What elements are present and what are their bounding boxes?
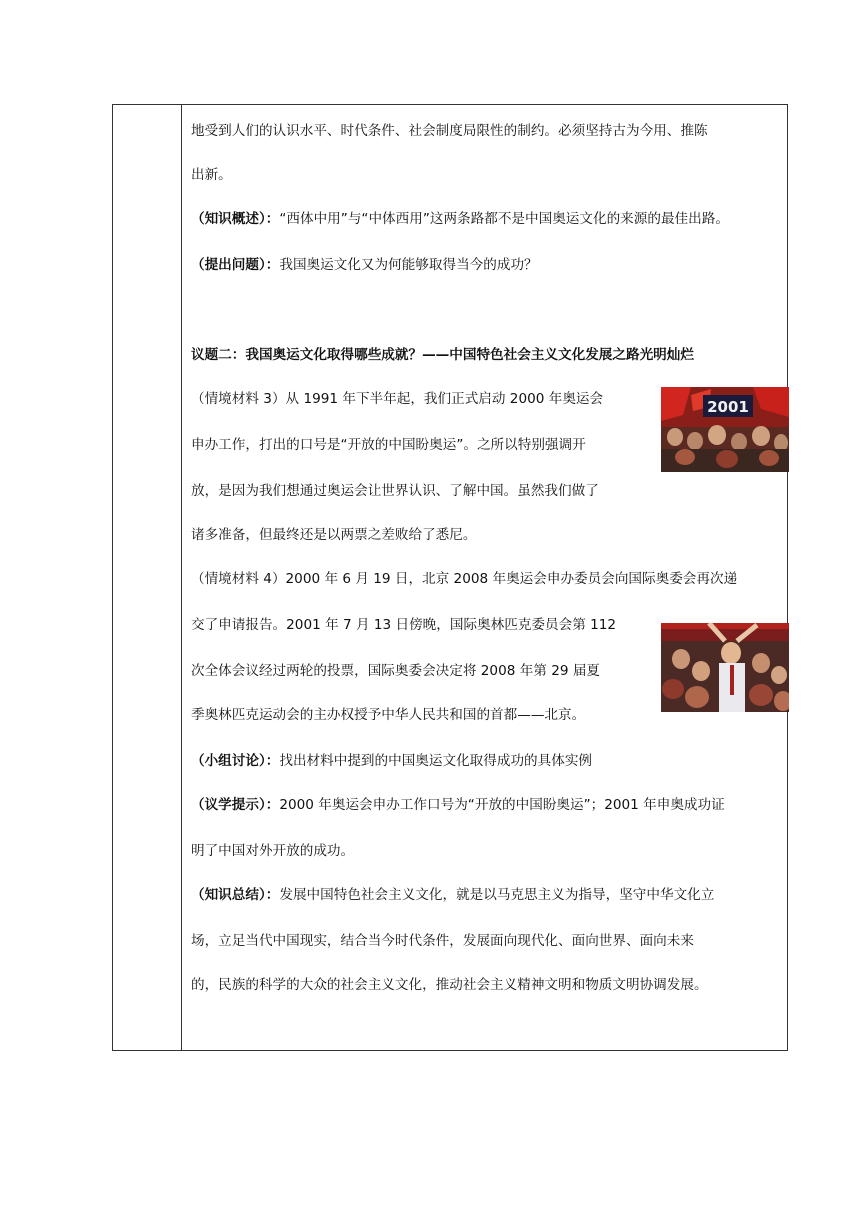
question-label: （提出问题）： — [191, 257, 280, 273]
knowledge-overview-label: （知识概述）： — [191, 211, 280, 227]
question — [191, 255, 538, 275]
bid-success-celebration-photo — [661, 623, 789, 712]
knowledge-summary-text: 发展中国特色社会主义文化，就是以马克思主义为指导，坚守中华文化立 — [279, 887, 715, 903]
material3-line: （情境材料 3）从 1991 年下半年起，我们正式启动 2000 年奥运会 — [191, 391, 604, 407]
group-discussion — [191, 751, 592, 771]
svg-text:2001: 2001 — [707, 398, 749, 416]
study-hint-label: （议学提示）： — [191, 797, 280, 813]
material3-line: 诸多准备，但最终还是以两票之差败给了悉尼。 — [191, 527, 477, 543]
material3-line: 申办工作，打出的口号是“开放的中国盼奥运”。之所以特别强调开 — [191, 437, 586, 453]
paragraph-line: 地受到人们的认识水平、时代条件、社会制度局限性的制约。必须坚持古为今用、推陈 — [191, 123, 708, 139]
knowledge-summary-line: 场，立足当代中国现实，结合当今时代条件，发展面向现代化、面向世界、面向未来 — [191, 933, 694, 949]
paragraph-line: 出新。 — [191, 167, 232, 183]
question-text: 我国奥运文化又为何能够取得当今的成功？ — [279, 257, 538, 273]
material4-line: 季奥林匹克运动会的主办权授予中华人民共和国的首都——北京。 — [191, 707, 586, 723]
olympic-bid-crowd-photo — [661, 387, 789, 472]
material4-line: （情境材料 4）2000 年 6 月 19 日，北京 2008 年奥运会申办委员会向国际奥委会再次递 — [191, 571, 738, 587]
knowledge-overview-text: “西体中用”与“中体西用”这两条路都不是中国奥运文化的来源的最佳出路。 — [279, 211, 729, 227]
knowledge-summary-label: （知识总结）： — [191, 887, 280, 903]
material4-line: 交了申请报告。2001 年 7 月 13 日傍晚，国际奥林匹克委员会第 112 — [191, 617, 617, 633]
topic2-heading: 议题二：我国奥运文化取得哪些成就？——中国特色社会主义文化发展之路光明灿烂 — [191, 347, 694, 363]
study-hint-line: 明了中国对外开放的成功。 — [191, 843, 355, 859]
study-hint — [191, 795, 725, 815]
lesson-table — [112, 104, 788, 1051]
group-discussion-label: （小组讨论）： — [191, 753, 280, 769]
material3-line: 放，是因为我们想通过奥运会让世界认识、了解中国。虽然我们做了 — [191, 483, 599, 499]
knowledge-summary-line: 的，民族的科学的大众的社会主义文化，推动社会主义精神文明和物质文明协调发展。 — [191, 977, 708, 993]
group-discussion-text: 找出材料中提到的中国奥运文化取得成功的具体实例 — [279, 753, 593, 769]
material4-line: 次全体会议经过两轮的投票，国际奥委会决定将 2008 年第 29 届夏 — [191, 663, 601, 679]
column-divider — [181, 105, 182, 1050]
study-hint-text: 2000 年奥运会申办工作口号为“开放的中国盼奥运”；2001 年申奥成功证 — [279, 797, 725, 813]
knowledge-overview — [191, 209, 729, 229]
knowledge-summary — [191, 885, 714, 905]
